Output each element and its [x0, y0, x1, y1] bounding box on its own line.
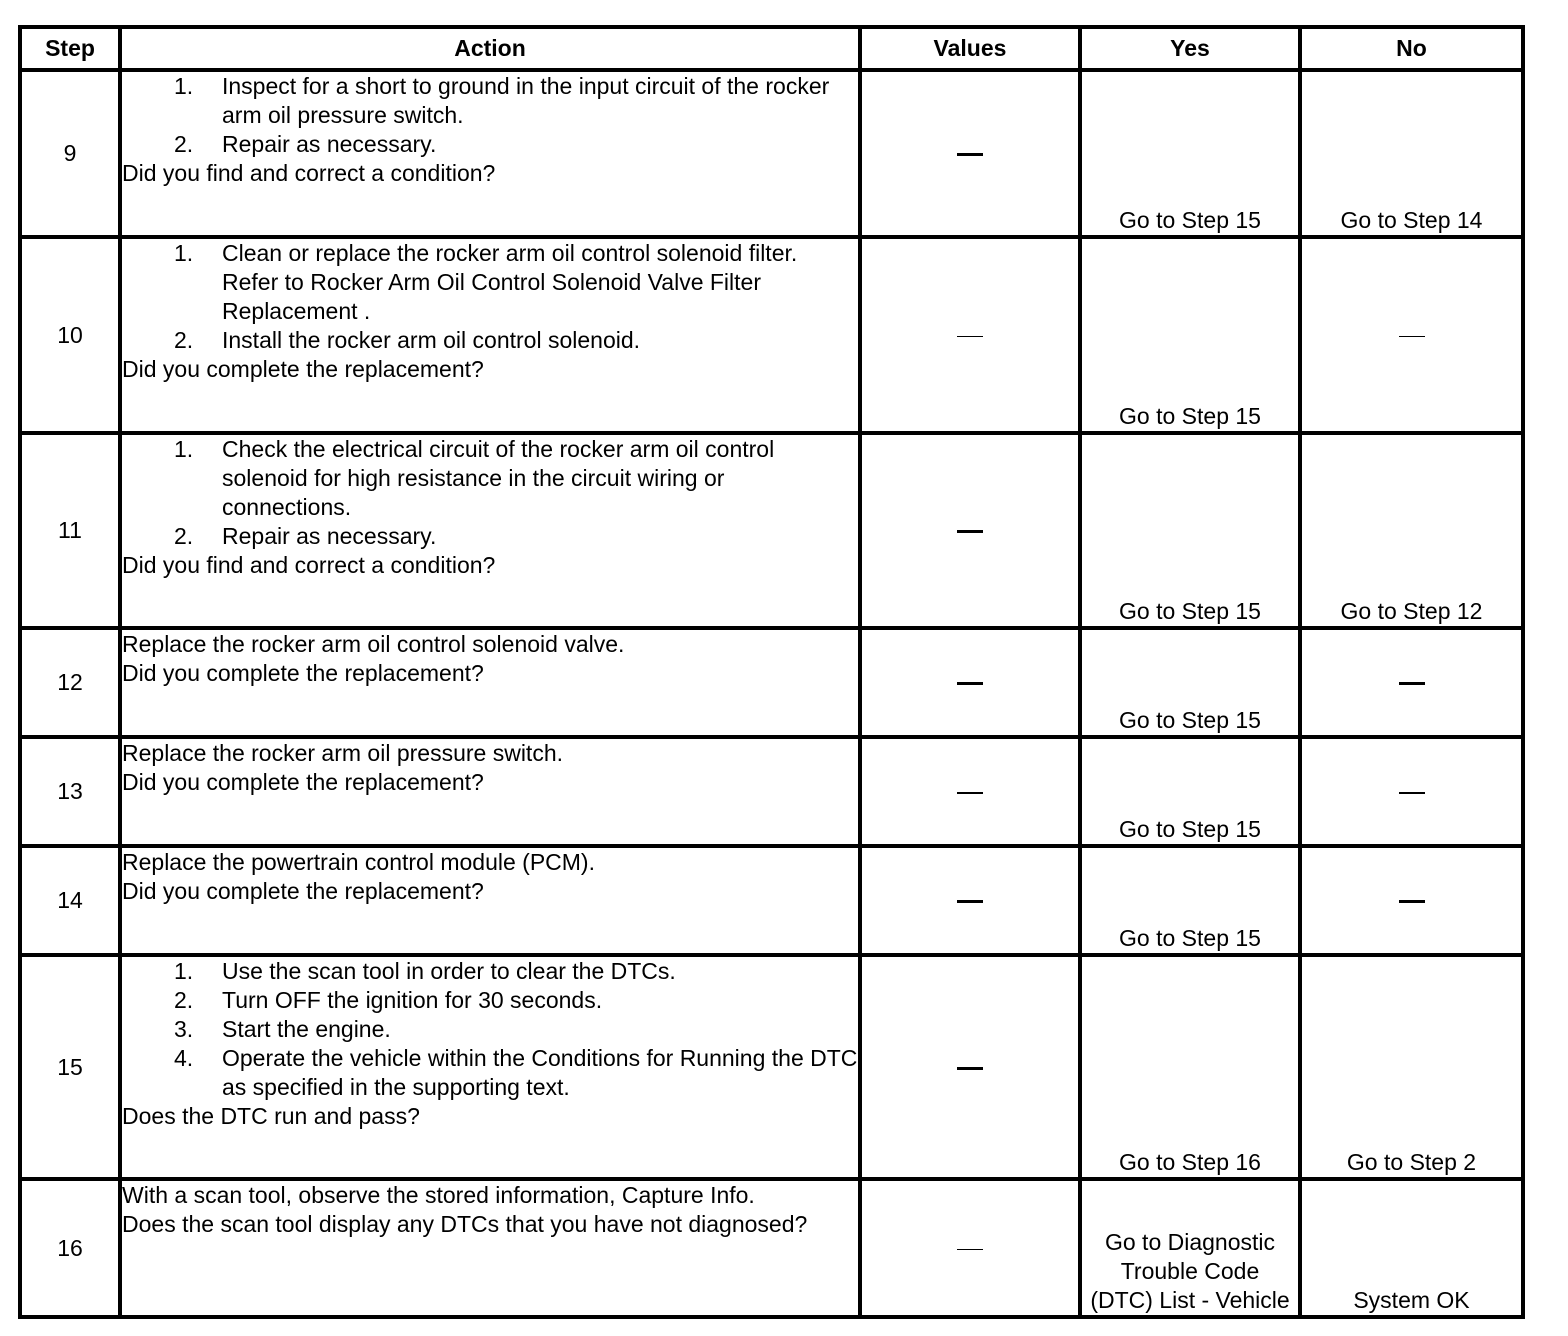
action-steps — [122, 72, 858, 159]
dash-mark — [1399, 792, 1425, 794]
action-question: Did you complete the replacement? — [122, 878, 484, 904]
step-number: 9 — [20, 70, 120, 237]
step-number: 13 — [20, 737, 120, 846]
values-cell — [860, 70, 1080, 237]
action-question: Did you complete the replacement? — [122, 356, 484, 382]
yes-cell: Go to Diagnostic Trouble Code (DTC) List - Vehicle — [1080, 1179, 1300, 1317]
dash-mark — [1399, 900, 1425, 903]
action-cell — [120, 433, 860, 628]
action-question: Did you find and correct a condition? — [122, 552, 496, 578]
yes-cell: Go to Step 15 — [1080, 737, 1300, 846]
yes-cell: Go to Step 15 — [1080, 70, 1300, 237]
dash-mark — [957, 336, 983, 338]
table-row — [20, 70, 1523, 237]
dash-mark — [957, 792, 983, 794]
dash-mark — [957, 153, 983, 156]
list-item: 2. Repair as necessary. — [174, 523, 437, 549]
action-instruction: Replace the rocker arm oil pressure switch. — [122, 740, 563, 766]
action-question: Did you find and correct a condition? — [122, 160, 496, 186]
action-question: Does the scan tool display any DTCs that you have not diagnosed? — [122, 1211, 808, 1237]
header-row — [20, 27, 1523, 70]
no-cell: Go to Step 2 — [1300, 955, 1523, 1179]
action-cell — [120, 846, 860, 955]
header-yes: Yes — [1080, 27, 1300, 70]
list-item: 2. Turn OFF the ignition for 30 seconds. — [174, 987, 603, 1013]
action-instruction: Replace the rocker arm oil control solenoid valve. — [122, 631, 625, 657]
dash-mark — [957, 1067, 983, 1070]
action-instruction: Replace the powertrain control module (PCM). — [122, 849, 595, 875]
yes-cell: Go to Step 15 — [1080, 846, 1300, 955]
no-cell: System OK — [1300, 1179, 1523, 1317]
action-cell — [120, 628, 860, 737]
step-number: 11 — [20, 433, 120, 628]
dash-mark — [1399, 682, 1425, 685]
no-cell: Go to Step 14 — [1300, 70, 1523, 237]
dash-mark — [957, 530, 983, 533]
table-row — [20, 955, 1523, 1179]
values-cell — [860, 955, 1080, 1179]
action-cell — [120, 237, 860, 433]
values-cell — [860, 846, 1080, 955]
action-steps — [122, 435, 858, 551]
yes-cell: Go to Step 15 — [1080, 628, 1300, 737]
values-cell — [860, 1179, 1080, 1317]
no-cell — [1300, 737, 1523, 846]
list-item: 1. Inspect for a short to ground in the input circuit of the rocker arm oil pressure switch. — [174, 73, 830, 128]
no-cell — [1300, 846, 1523, 955]
action-steps — [122, 957, 858, 1102]
values-cell — [860, 737, 1080, 846]
yes-cell: Go to Step 15 — [1080, 433, 1300, 628]
list-item: 3. Start the engine. — [174, 1016, 391, 1042]
header-no: No — [1300, 27, 1523, 70]
diagnostic-table — [18, 25, 1525, 1319]
action-steps — [122, 239, 858, 355]
header-step: Step — [20, 27, 120, 70]
action-cell — [120, 737, 860, 846]
yes-cell: Go to Step 16 — [1080, 955, 1300, 1179]
step-number: 14 — [20, 846, 120, 955]
dash-mark — [1399, 336, 1425, 338]
header-action: Action — [120, 27, 860, 70]
dash-mark — [957, 1249, 983, 1251]
step-number: 12 — [20, 628, 120, 737]
table-row — [20, 737, 1523, 846]
table-row — [20, 237, 1523, 433]
values-cell — [860, 628, 1080, 737]
action-cell — [120, 955, 860, 1179]
table-row — [20, 628, 1523, 737]
no-cell — [1300, 628, 1523, 737]
step-number: 10 — [20, 237, 120, 433]
list-item: 4. Operate the vehicle within the Conditions for Running the DTC as specified in the supporting text. — [174, 1045, 858, 1100]
list-item: 2. Repair as necessary. — [174, 131, 437, 157]
dash-mark — [957, 900, 983, 903]
step-number: 15 — [20, 955, 120, 1179]
table-row — [20, 433, 1523, 628]
step-number: 16 — [20, 1179, 120, 1317]
list-item: 1. Clean or replace the rocker arm oil control solenoid filter. Refer to Rocker Arm Oil Control Solenoid Valve Filter Replacement . — [174, 240, 798, 324]
no-cell — [1300, 237, 1523, 433]
list-item: 1. Check the electrical circuit of the rocker arm oil control solenoid for high resistance in the circuit wiring or connections. — [174, 436, 775, 520]
action-question: Did you complete the replacement? — [122, 769, 484, 795]
table-row — [20, 846, 1523, 955]
action-cell — [120, 1179, 860, 1317]
list-item: 1. Use the scan tool in order to clear the DTCs. — [174, 958, 676, 984]
action-cell — [120, 70, 860, 237]
yes-cell: Go to Step 15 — [1080, 237, 1300, 433]
dash-mark — [957, 682, 983, 685]
header-values: Values — [860, 27, 1080, 70]
values-cell — [860, 433, 1080, 628]
action-instruction: With a scan tool, observe the stored information, Capture Info. — [122, 1182, 755, 1208]
table-row — [20, 1179, 1523, 1317]
action-question: Does the DTC run and pass? — [122, 1103, 420, 1129]
no-cell: Go to Step 12 — [1300, 433, 1523, 628]
list-item: 2. Install the rocker arm oil control solenoid. — [174, 327, 641, 353]
action-question: Did you complete the replacement? — [122, 660, 484, 686]
values-cell — [860, 237, 1080, 433]
